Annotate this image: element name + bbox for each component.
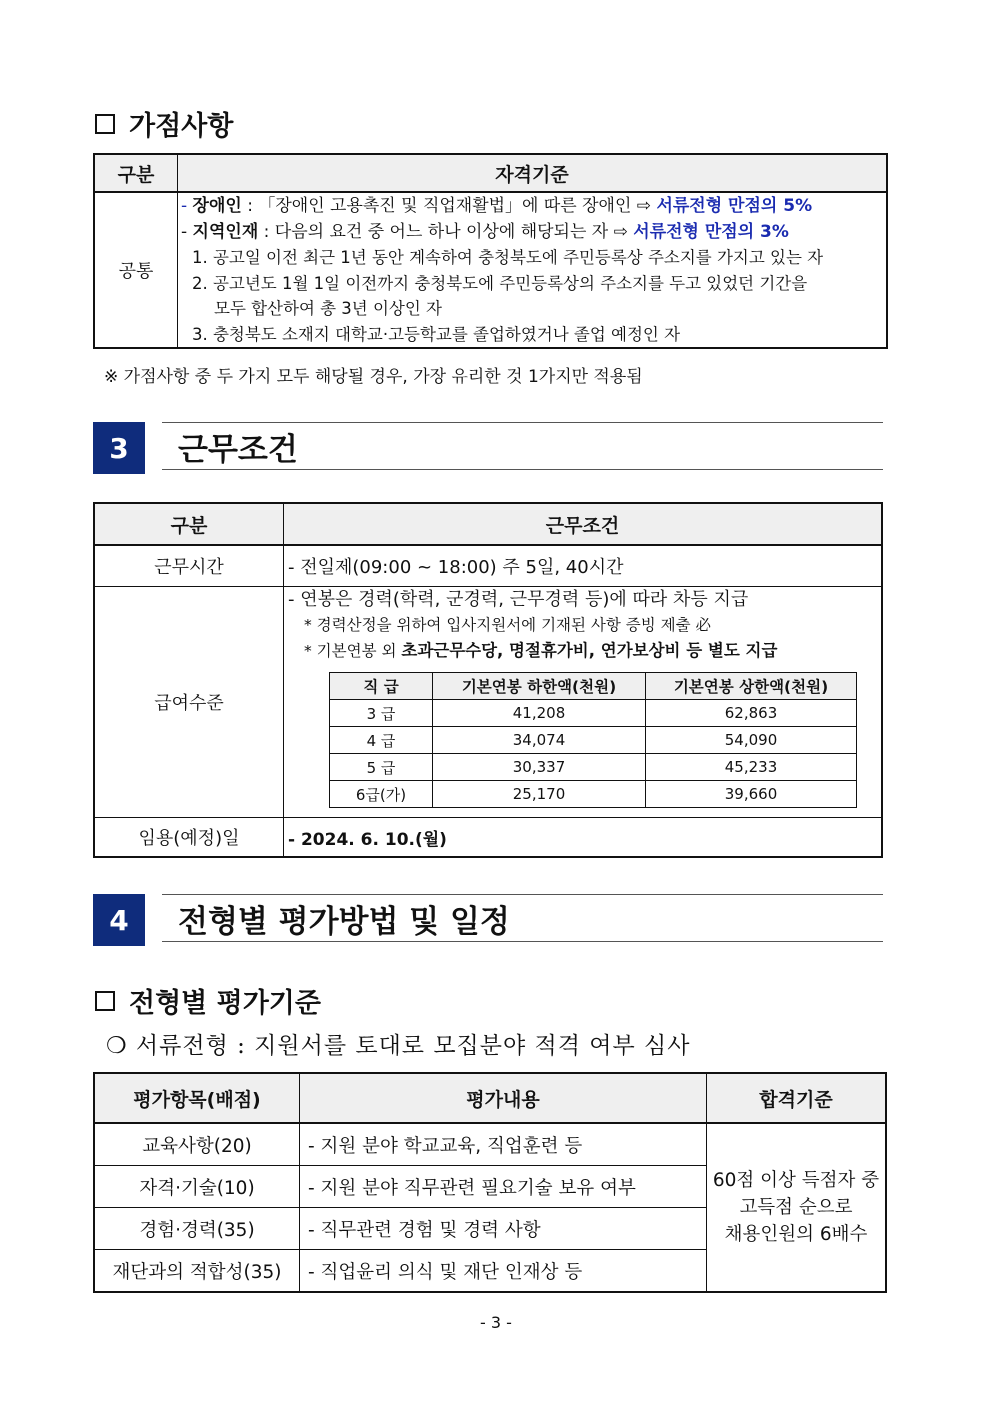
- page-number: - 3 -: [480, 1313, 512, 1332]
- salary-grade-row: [330, 781, 857, 808]
- min-salary-cell: 34,074: [433, 727, 646, 754]
- work-hours-label: 근무시간: [94, 545, 284, 587]
- salary-grade-table: [329, 672, 857, 808]
- max-salary-cell: 62,863: [646, 700, 857, 727]
- evaluation-criteria-title: [95, 981, 321, 1020]
- salary-line-2: * 경력산정을 위하여 입사지원서에 기재된 사항 증빙 제출 必: [304, 616, 712, 634]
- bonus-row-criteria: [178, 192, 888, 348]
- min-salary-cell: 41,208: [433, 700, 646, 727]
- work-table-header: [94, 503, 882, 545]
- min-salary-header: 기본연봉 하한액(천원): [433, 673, 646, 700]
- work-header-category: 구분: [94, 503, 284, 545]
- disabled-line: - 장애인 : 「장애인 고용촉진 및 직업재활법」에 따른 장애인 ⇨ 서류전형 만점의 5%: [181, 196, 813, 216]
- bonus-table: [93, 153, 888, 349]
- appointment-value: - 2024. 6. 10.(월): [284, 818, 883, 858]
- salary-grade-row: [330, 727, 857, 754]
- eval-header-item: 평가항목(배점): [94, 1073, 300, 1123]
- salary-grade-row: [330, 754, 857, 781]
- work-conditions-table: [93, 502, 883, 858]
- bonus-section-title: [95, 104, 233, 143]
- bonus-note: ※ 가점사항 중 두 가지 모두 해당될 경우, 가장 유리한 것 1가지만 적용됨: [104, 367, 643, 387]
- local-item-1: 1. 공고일 이전 최근 1년 동안 계속하여 충청북도에 주민등록상 주소지를 가지고 있는 자: [192, 248, 824, 267]
- appointment-row: [94, 818, 882, 858]
- eval-content-cell: - 지원 분야 학교교육, 직업훈련 등: [300, 1123, 707, 1166]
- evaluation-row: [94, 1123, 886, 1166]
- pass-criteria-cell: [707, 1123, 887, 1292]
- section-4-number: 4: [93, 894, 145, 946]
- pass-criteria-line: 고득점 순으로: [739, 1197, 853, 1218]
- salary-label: 급여수준: [94, 587, 284, 818]
- salary-row: [94, 587, 882, 818]
- local-item-3: 3. 충청북도 소재지 대학교·고등학교를 졸업하였거나 졸업 예정인 자: [192, 324, 681, 344]
- eval-header-content: 평가내용: [300, 1073, 707, 1123]
- local-item-2: 2. 공고년도 1월 1일 이전까지 충청북도에 주민등록상의 주소지를 두고 있었던 기간을: [192, 273, 808, 293]
- eval-content-cell: - 지원 분야 직무관련 필요기술 보유 여부: [300, 1166, 707, 1208]
- section-4-title: 전형별 평가방법 및 일정: [162, 894, 883, 942]
- salary-line-3: * 기본연봉 외 초과근무수당, 명절휴가비, 연가보상비 등 별도 지급: [304, 641, 778, 660]
- local-item-2-cont: 모두 합산하여 총 3년 이상인 자: [214, 299, 442, 318]
- work-hours-value: - 전일제(09:00 ~ 18:00) 주 5일, 40시간: [284, 545, 883, 587]
- salary-line-1: - 연봉은 경력(학력, 군경력, 근무경력 등)에 따라 차등 지급: [288, 589, 749, 610]
- bonus-table-row: [94, 192, 887, 348]
- pass-criteria-line: 채용인원의 6배수: [724, 1224, 868, 1245]
- eval-item-cell: 자격·기술(10): [94, 1166, 300, 1208]
- grade-cell: 6급(가): [330, 781, 433, 808]
- eval-item-cell: 재단과의 적합성(35): [94, 1250, 300, 1293]
- eval-content-cell: - 직무관련 경험 및 경력 사항: [300, 1208, 707, 1250]
- square-bullet-icon: [95, 991, 115, 1011]
- grade-cell: 3 급: [330, 700, 433, 727]
- work-header-conditions: 근무조건: [284, 503, 883, 545]
- local-line: - 지역인재 : 다음의 요건 중 어느 하나 이상에 해당되는 자 ⇨ 서류전형 만점의 3%: [181, 221, 789, 242]
- salary-grade-header: [330, 673, 857, 700]
- grade-cell: 4 급: [330, 727, 433, 754]
- eval-item-cell: 교육사항(20): [94, 1123, 300, 1166]
- max-salary-cell: 54,090: [646, 727, 857, 754]
- eval-content-cell: - 직업윤리 의식 및 재단 인재상 등: [300, 1250, 707, 1293]
- work-hours-row: [94, 545, 882, 587]
- bonus-row-category: 공통: [94, 192, 178, 348]
- bonus-title-text: 가점사항: [129, 111, 234, 142]
- eval-item-cell: 경험·경력(35): [94, 1208, 300, 1250]
- bonus-header-criteria: 자격기준: [178, 154, 888, 192]
- grade-cell: 5 급: [330, 754, 433, 781]
- max-salary-header: 기본연봉 상한액(천원): [646, 673, 857, 700]
- salary-details: [284, 587, 883, 818]
- bonus-header-category: 구분: [94, 154, 178, 192]
- max-salary-cell: 39,660: [646, 781, 857, 808]
- evaluation-table-header: [94, 1073, 886, 1123]
- min-salary-cell: 30,337: [433, 754, 646, 781]
- square-bullet-icon: [95, 114, 115, 134]
- appointment-label: 임용(예정)일: [94, 818, 284, 858]
- evaluation-table: [93, 1072, 887, 1293]
- eval-header-pass: 합격기준: [707, 1073, 887, 1123]
- max-salary-cell: 45,233: [646, 754, 857, 781]
- bonus-table-header: [94, 154, 887, 192]
- pass-criteria-line: 60점 이상 득점자 중: [712, 1170, 880, 1191]
- grade-header: 직 급: [330, 673, 433, 700]
- salary-grade-row: [330, 700, 857, 727]
- evaluation-criteria-text: 전형별 평가기준: [129, 988, 321, 1019]
- min-salary-cell: 25,170: [433, 781, 646, 808]
- section-3-number: 3: [93, 422, 145, 474]
- screening-description: ❍ 서류전형 : 지원서를 토대로 모집분야 적격 여부 심사: [106, 1033, 691, 1059]
- section-3-title: 근무조건: [162, 422, 883, 470]
